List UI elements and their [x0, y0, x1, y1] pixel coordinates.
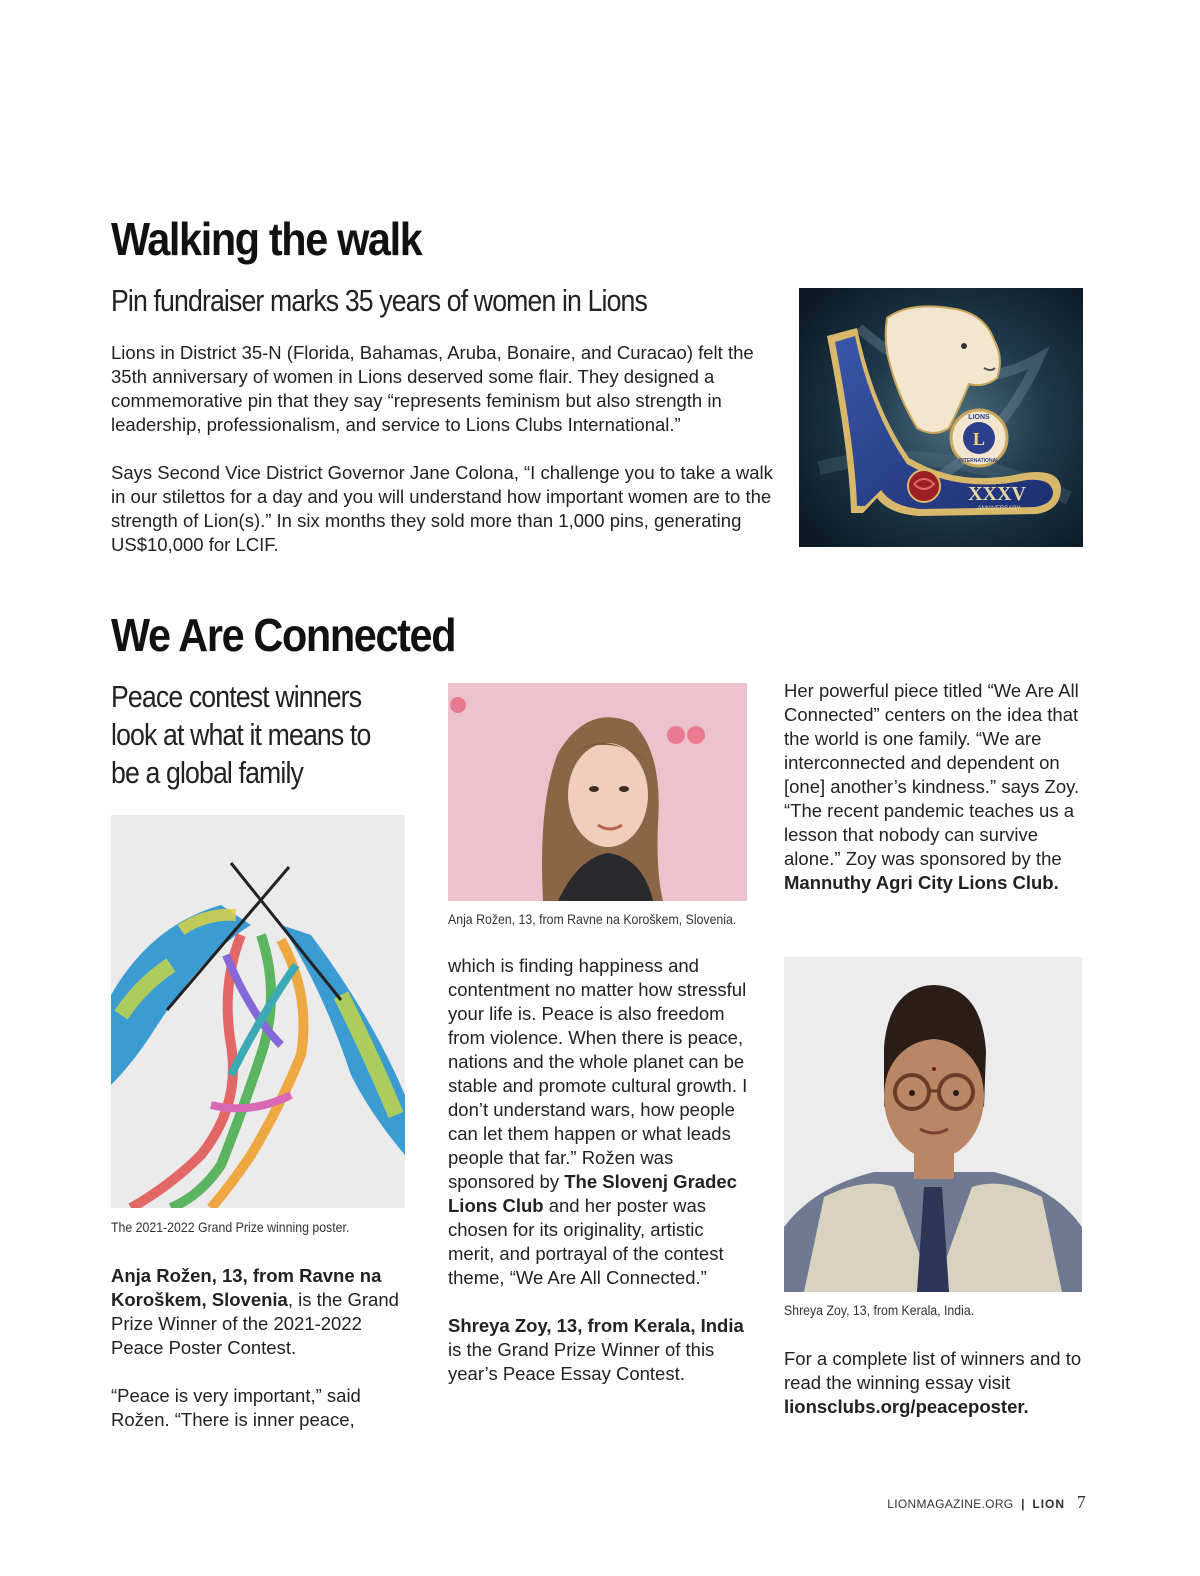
body-paragraph: “Peace is very important,” said Rožen. “There is inner peace,: [111, 1385, 361, 1430]
pin-center-letter: L: [972, 429, 986, 449]
pin-ring-bottom: INTERNATIONAL: [958, 458, 1000, 464]
pin-ring-top: LIONS: [968, 414, 990, 421]
body-paragraph: Shreya Zoy, 13, from Kerala, India is the Grand Prize Winner of this year’s Peace Essay Contest.: [448, 1315, 744, 1384]
winner-name: Anja Rožen, 13, from Ravne na Koroškem, Slovenia: [111, 1265, 382, 1310]
body-paragraph: Anja Rožen, 13, from Ravne na Koroškem, Slovenia, is the Grand Prize Winner of the 2021-2022 Peace Poster Contest.: [111, 1265, 399, 1358]
shreya-photo: [784, 957, 1082, 1292]
body-paragraph: Her powerful piece titled “We Are All Connected” centers on the idea that the world is one family. “We are interconnected and dependent on [one] another’s kindness.” says Zoy. “The recent pandemic teaches us a lesson that nobody can survive alone.” Zoy was sponsored by the Mannuthy Agri City Lions Club.: [784, 680, 1080, 893]
portrait-image: [784, 957, 1082, 1292]
article-headline: Walking the walk: [111, 213, 422, 265]
club-name: The Slovenj Gradec Lions Club: [448, 1171, 737, 1216]
shreya-caption: Shreya Zoy, 13, from Kerala, India.: [784, 1302, 975, 1318]
page-number: 7: [1076, 1492, 1086, 1512]
body-paragraph: For a complete list of winners and to read the winning essay visit lionsclubs.org/peaceposter.: [784, 1348, 1082, 1417]
poster-image: [111, 815, 405, 1208]
column-3: [784, 679, 1084, 895]
article-deck: Peace contest winners look at what it means to be a global family: [111, 679, 371, 790]
footer-site: LIONMAGAZINE.ORG: [887, 1497, 1014, 1511]
column-3-end: [784, 1347, 1084, 1419]
anja-caption: Anja Rožen, 13, from Ravne na Koroškem, Slovenia.: [448, 911, 737, 927]
article-deck: Pin fundraiser marks 35 years of women in Lions: [111, 283, 648, 318]
article-headline: We Are Connected: [111, 609, 456, 661]
anja-photo: [448, 683, 747, 901]
footer-separator: |: [1021, 1497, 1025, 1511]
pin-anniversary: ANNIVERSARY: [977, 506, 1021, 512]
portrait-image: [448, 683, 747, 901]
peace-poster-art: [111, 815, 405, 1208]
club-name: Mannuthy Agri City Lions Club.: [784, 872, 1059, 893]
page-footer: [887, 1492, 1086, 1513]
footer-magazine: LION: [1032, 1497, 1066, 1511]
article-body: [111, 341, 779, 557]
column-2: [448, 954, 748, 1386]
website-link[interactable]: lionsclubs.org/peaceposter.: [784, 1396, 1029, 1417]
body-paragraph: which is finding happiness and contentment no matter how stressful your life is. Peace is also freedom from violence. When there is peace, nations and the whole planet can be stable and promote cultural growth. I don’t understand wars, how people can let them happen or what leads people that far.” Rožen was sponsored by The Slovenj Gradec Lions Club and her poster was chosen for its originality, artistic merit, and portrayal of the contest theme, “We Are All Connected.”: [448, 955, 748, 1288]
pin-numeral: XXXV: [968, 483, 1026, 505]
column-1: [111, 1264, 405, 1432]
poster-caption: The 2021-2022 Grand Prize winning poster.: [111, 1219, 350, 1235]
body-paragraph: Lions in District 35-N (Florida, Bahamas, Aruba, Bonaire, and Curacao) felt the 35th anniversary of women in Lions deserved some flair. They designed a commemorative pin that they say “represents feminism but also strength in leadership, professionalism, and service to Lions Clubs International.”: [111, 342, 754, 435]
pin-photo: [799, 288, 1083, 547]
stiletto-pin-image: [799, 288, 1083, 547]
winner-name: Shreya Zoy, 13, from Kerala, India: [448, 1315, 744, 1336]
body-paragraph: Says Second Vice District Governor Jane Colona, “I challenge you to take a walk in our stilettos for a day and you will understand how important women are to the strength of Lion(s).” In six months they sold more than 1,000 pins, generating US$10,000 for LCIF.: [111, 462, 773, 555]
